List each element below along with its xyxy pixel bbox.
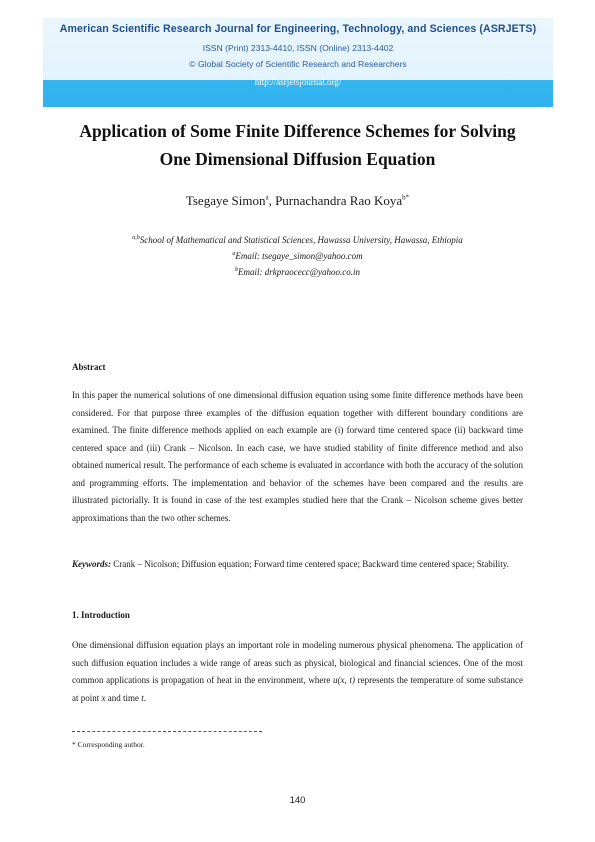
email-line — [0, 251, 595, 261]
introduction-body — [72, 637, 523, 707]
journal-issn: ISSN (Print) 2313-4410, ISSN (Online) 2313-4402 — [202, 43, 394, 53]
author-affiliation-mark: b* — [402, 193, 410, 202]
intro-text: represents the temperature of some substance at point — [72, 675, 524, 703]
email-link[interactable]: Email: tsegaye_simon@yahoo.com — [235, 251, 363, 261]
keywords — [72, 556, 523, 574]
affiliation-mark: a,b — [132, 235, 140, 241]
paper-title-line-2: One Dimensional Diffusion Equation — [159, 149, 436, 169]
introduction-heading: 1. Introduction — [72, 610, 130, 620]
keywords-label: Keywords: — [72, 559, 111, 569]
email-link[interactable]: Email: drkpraocecc@yahoo.co.in — [238, 267, 360, 277]
math-u-x-t: u(x, t) — [333, 675, 355, 685]
author-name: Purnachandra Rao Koya — [275, 193, 403, 208]
author-separator: , — [268, 193, 276, 208]
footnote: * Corresponding author. — [72, 740, 145, 749]
math-x: x — [101, 692, 106, 703]
footnote-divider — [72, 731, 262, 732]
email-mark: a — [232, 251, 236, 257]
math-t: t — [141, 692, 144, 703]
abstract-body: In this paper the numerical solutions of one dimensional diffusion equation using some finite difference methods have been considered. For that purpose three examples of the diffusion equation together with different boundary conditions are examined. The finite difference methods applied on each example are (i) forward time centered space (ii) backward time centered space and (iii) Crank – Nicolson. In each case, we have studied stability of finite difference method and also obtained numerical result. The performance of each scheme is evaluated in accordance with both the accuracy of the solution and programming efforts. The implementation and behavior of the schemes have been compared and the results are illustrated pictorially. It is found in case of the test examples studied here that the Crank – Nicolson scheme gives better approximations than the two other schemes. — [72, 390, 523, 523]
abstract-heading: Abstract — [72, 362, 106, 372]
intro-text: . — [143, 692, 147, 703]
email-line — [0, 267, 595, 277]
intro-text: One dimensional diffusion equation plays an important role in modeling numerous physical phenomena. The application of such diffusion equation includes a wide range of areas such as physical, biological and financial sciences. One of the most common applications is propagation of heat in the environment, where — [72, 640, 523, 685]
author-affiliation-mark: a — [265, 193, 269, 202]
author-name: Tsegaye Simon — [185, 193, 266, 208]
author-list — [0, 193, 595, 209]
journal-url-link[interactable]: http://asrjetsjournal.org/ — [254, 77, 342, 87]
email-mark: b — [235, 267, 238, 273]
affiliation-text: School of Mathematical and Statistical Sciences, Hawassa University, Hawassa, Ethiopia — [139, 235, 463, 245]
affiliation — [0, 235, 595, 245]
keywords-text: Crank – Nicolson; Diffusion equation; Forward time centered space; Backward time centered space; Stability. — [111, 559, 509, 569]
paper-title-line-1: Application of Some Finite Difference Schemes for Solving — [79, 121, 516, 141]
journal-name: American Scientific Research Journal for Engineering, Technology, and Sciences (ASRJETS) — [59, 23, 537, 35]
intro-text: and time — [105, 692, 142, 703]
journal-society: © Global Society of Scientific Research and Researchers — [189, 59, 407, 69]
page-number: 140 — [289, 795, 306, 806]
journal-banner — [43, 18, 553, 107]
